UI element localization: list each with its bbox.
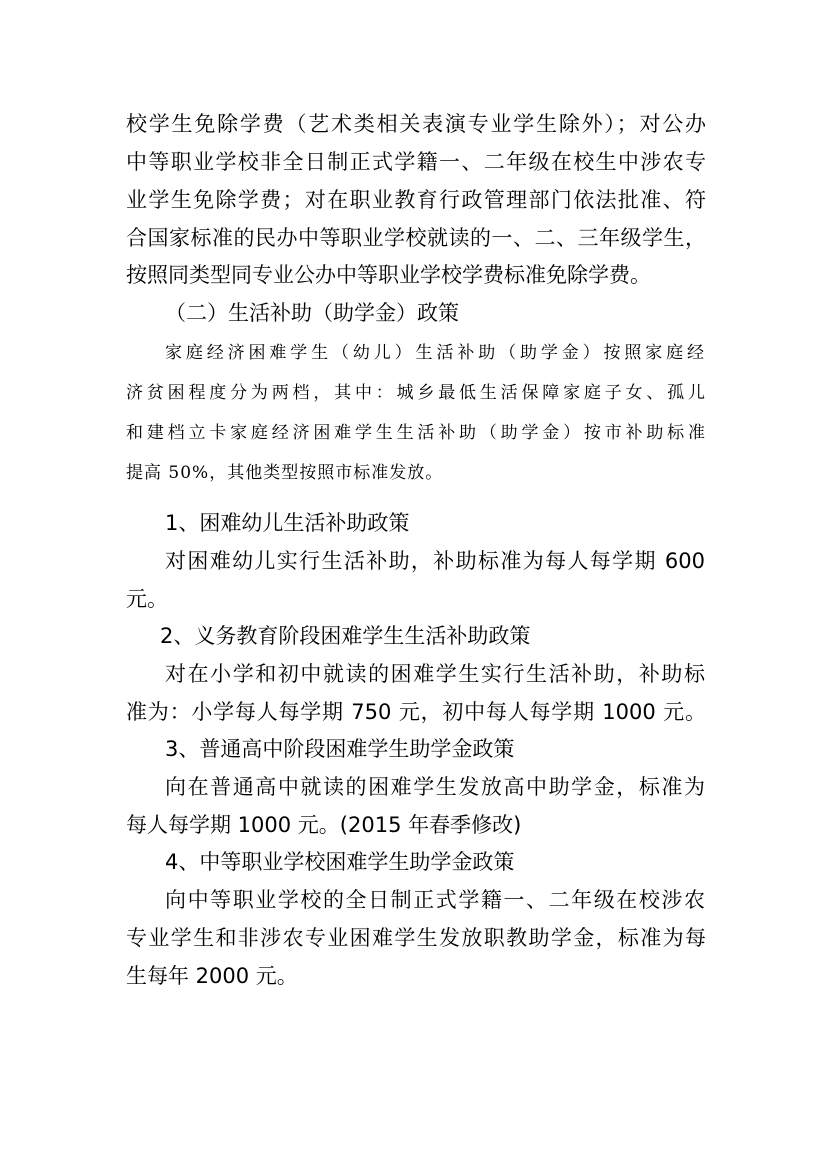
item-heading: 4、中等职业学校困难学生助学金政策	[165, 850, 515, 874]
paragraph-line: 准为：小学每人每学期 750 元，初中每人每学期 1000 元。	[126, 700, 706, 724]
item-heading: 3、普通高中阶段困难学生助学金政策	[165, 737, 515, 761]
paragraph-line: 每人每学期 1000 元。(2015 年春季修改)	[126, 813, 522, 837]
paragraph-line: 对在小学和初中就读的困难学生实行生活补助，补助标	[165, 662, 705, 686]
paragraph-line: 合国家标准的民办中等职业学校就读的一、二、三年级学生，	[126, 226, 706, 250]
item-heading: 2、义务教育阶段困难学生生活补助政策	[160, 624, 531, 648]
section-heading: （二）生活补助（助学金）政策	[165, 301, 459, 325]
paragraph-line: 校学生免除学费（艺术类相关表演专业学生除外）；对公办	[126, 112, 706, 136]
paragraph-line: 中等职业学校非全日制正式学籍一、二年级在校生中涉农专	[126, 150, 706, 174]
paragraph-line: 向中等职业学校的全日制正式学籍一、二年级在校涉农	[165, 888, 705, 912]
paragraph-line: 专业学生和非涉农专业困难学生发放职教助学金，标准为每	[126, 926, 706, 950]
item-heading: 1、困难幼儿生活补助政策	[165, 511, 410, 535]
paragraph-line: 济贫困程度分为两档，其中：城乡最低生活保障家庭子女、孤儿	[126, 383, 706, 403]
paragraph-line: 元。	[126, 587, 168, 611]
paragraph-line: 向在普通高中就读的困难学生发放高中助学金，标准为	[165, 775, 705, 799]
paragraph-line: 提高 50%，其他类型按照市标准发放。	[126, 463, 444, 483]
paragraph-line: 和建档立卡家庭经济困难学生生活补助（助学金）按市补助标准	[126, 423, 706, 443]
paragraph-line: 业学生免除学费；对在职业教育行政管理部门依法批准、符	[126, 188, 706, 212]
paragraph-line: 生每年 2000 元。	[126, 964, 298, 988]
paragraph-line: 家庭经济困难学生（幼儿）生活补助（助学金）按照家庭经	[165, 343, 705, 363]
paragraph-line: 对困难幼儿实行生活补助，补助标准为每人每学期 600	[165, 549, 705, 573]
paragraph-line: 按照同类型同专业公办中等职业学校学费标准免除学费。	[126, 263, 651, 287]
